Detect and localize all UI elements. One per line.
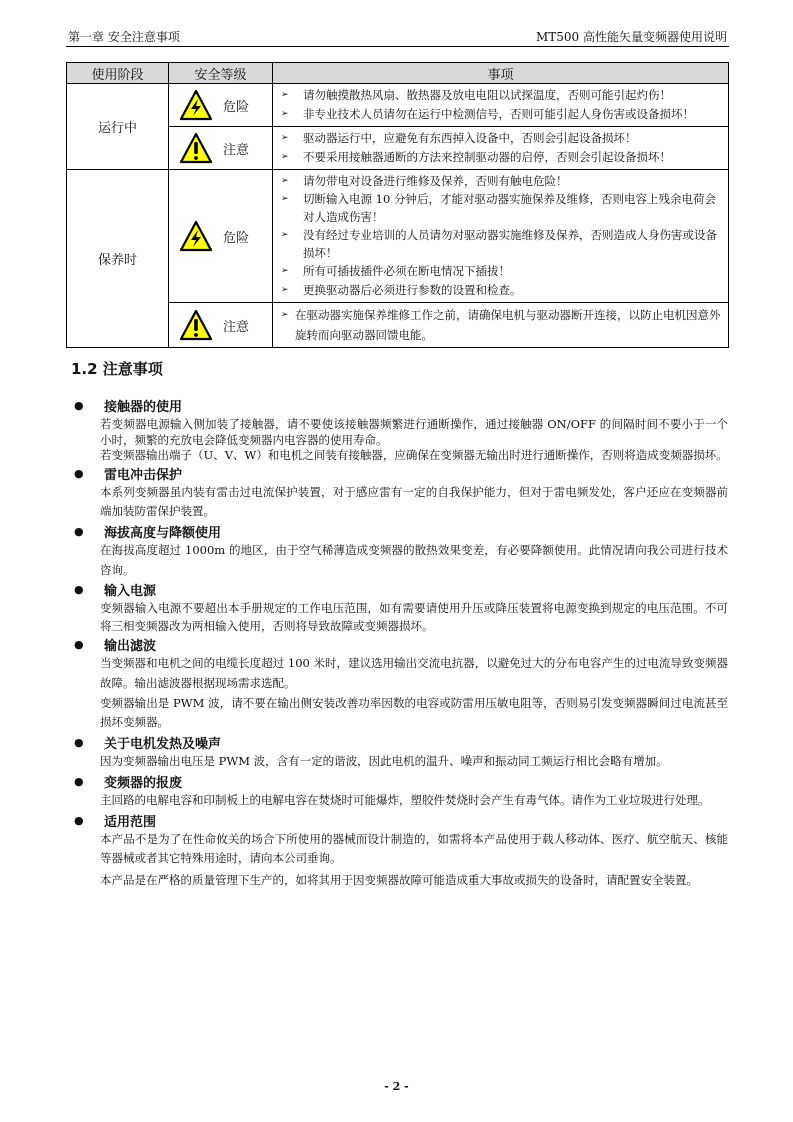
table-row <box>67 170 729 303</box>
note-heading: 输入电源 <box>104 584 157 600</box>
level-cell-caution <box>169 127 273 170</box>
level-cell-danger <box>169 170 273 303</box>
safety-table <box>66 62 729 348</box>
note-paragraph: 变频器输入电源不要超出本手册规定的工作电压范围，如有需要请使用升压或降压装置将电源变换到规定的电压范围。不可将三相变频器改为两相输入使用，否则将导致故障或变频器损坏。 <box>100 601 728 634</box>
note-paragraph: 当变频器和电机之间的电缆长度超过 100 米时，建议选用输出交流电抗器，以避免过大的分布电容产生的过电流导致变频器故障。输出滤波器根据现场需求选配。 <box>100 656 728 691</box>
item-text: 非专业技术人员请勿在运行中检测信号，否则可能引起人身伤害或设备损坏！ <box>303 107 694 121</box>
page-number: - 2 - <box>384 1080 409 1093</box>
note-scope <box>70 811 730 891</box>
item-text: 在驱动器实施保养维修工作之前，请确保电机与驱动器断开连接，以防止电机因意外旋转而向驱动器回馈电能。 <box>295 308 721 342</box>
items-cell <box>273 170 729 303</box>
arrow-bullet-icon: ➢ <box>281 194 289 204</box>
item-text: 所有可插拔插件必须在断电情况下插拔！ <box>303 264 510 278</box>
item-text: 没有经过专业培训的人员请勿对驱动器实施维修及保养，否则造成人身伤害或设备损坏！ <box>303 228 717 260</box>
item-text: 请勿带电对设备进行维修及保养，否则有触电危险！ <box>303 174 568 188</box>
level-label: 注意 <box>223 142 250 158</box>
note-paragraph: 在海拔高度超过 1000m 的地区，由于空气稀薄造成变频器的散热效果变差，有必要降额使用。此情况请向我公司进行技术咨询。 <box>100 542 728 577</box>
bullet-icon: ● <box>74 813 84 827</box>
note-heading: 关于电机发热及噪声 <box>104 737 222 753</box>
note-motor-heat-noise <box>70 733 730 772</box>
level-label: 危险 <box>223 230 250 246</box>
arrow-bullet-icon: ➢ <box>281 176 289 186</box>
arrow-bullet-icon: ➢ <box>281 310 289 320</box>
level-label: 注意 <box>223 319 250 335</box>
item-text: 请勿触摸散热风扇、散热器及放电电阻以试探温度，否则可能引起灼伤！ <box>303 88 671 102</box>
section-title: 1.2 注意事项 <box>71 360 163 378</box>
note-paragraph: 若变频器电源输入侧加装了接触器，请不要使该接触器频繁进行通断操作，通过接触器 ON/OFF 的间隔时间不要小于一个小时，频繁的充放电会降低变频器内电容器的使用寿命。 <box>100 417 728 447</box>
note-heading: 雷电冲击保护 <box>104 467 183 483</box>
note-heading: 变频器的报废 <box>104 775 183 791</box>
item-text: 不要采用接触器通断的方法来控制驱动器的启停，否则会引起设备损坏！ <box>303 150 671 164</box>
arrow-bullet-icon: ➢ <box>281 230 289 240</box>
note-input-power <box>70 580 730 635</box>
item-text: 切断输入电源 10 分钟后，才能对驱动器实施保养及维修，否则电容上残余电荷会对人造成伤害！ <box>303 192 716 224</box>
note-heading: 适用范围 <box>104 814 157 830</box>
note-output-filter <box>70 635 730 733</box>
level-label: 危险 <box>223 99 250 115</box>
high-voltage-warning-icon <box>179 89 213 121</box>
bullet-icon: ● <box>74 466 84 480</box>
level-cell-caution <box>169 303 273 348</box>
high-voltage-warning-icon <box>179 220 213 252</box>
stage-cell: 保养时 <box>67 170 169 348</box>
note-contactor <box>70 396 730 464</box>
note-heading: 接触器的使用 <box>104 400 183 415</box>
note-paragraph: 变频器输出是 PWM 波，请不要在输出侧安装改善功率因数的电容或防雷用压敏电阻等，否则易引发变频器瞬间过电流甚至损坏变频器。 <box>100 695 728 730</box>
note-paragraph: 本系列变频器虽内装有雷击过电流保护装置，对于感应雷有一定的自我保护能力，但对于雷电频发处，客户还应在变频器前端加装防雷保护装置。 <box>100 484 728 519</box>
note-altitude <box>70 522 730 580</box>
bullet-icon: ● <box>74 774 84 788</box>
arrow-bullet-icon: ➢ <box>281 133 289 143</box>
note-paragraph: 本产品不是为了在性命攸关的场合下所使用的器械而设计制造的，如需将本产品使用于载人移动体、医疗、航空航天、核能等器械或者其它特殊用途时，请向本公司垂询。 <box>100 831 728 866</box>
note-paragraph: 本产品是在严格的质量管理下生产的，如将其用于因变频器故障可能造成重大事故或损失的设备时，请配置安全装置。 <box>100 872 698 887</box>
items-cell <box>273 127 729 170</box>
note-disposal <box>70 772 730 811</box>
note-paragraph: 主回路的电解电容和印制板上的电解电容在焚烧时可能爆炸，塑胶件焚烧时会产生有毒气体。请作为工业垃圾进行处理。 <box>100 792 710 807</box>
col-items: 事项 <box>273 63 729 84</box>
item-text: 驱动器运行中，应避免有东西掉入设备中，否则会引起设备损坏！ <box>303 131 637 145</box>
arrow-bullet-icon: ➢ <box>281 266 289 276</box>
caution-warning-icon <box>179 132 213 164</box>
header-rule <box>66 46 729 47</box>
table-row <box>67 84 729 127</box>
caution-warning-icon <box>179 309 213 341</box>
level-cell-danger <box>169 84 273 127</box>
note-paragraph: 因为变频器输出电压是 PWM 波，含有一定的谐波，因此电机的温升、噪声和振动同工频运行相比会略有增加。 <box>100 754 668 769</box>
note-heading: 输出滤波 <box>104 639 157 655</box>
item-text: 更换驱动器后必须进行参数的设置和检查。 <box>303 283 522 297</box>
arrow-bullet-icon: ➢ <box>281 109 289 119</box>
stage-cell: 运行中 <box>67 84 169 170</box>
note-heading: 海拔高度与降额使用 <box>104 525 222 541</box>
running-header-chapter: 第一章 安全注意事项 <box>68 30 180 44</box>
items-cell <box>273 84 729 127</box>
items-cell <box>273 303 729 348</box>
bullet-icon: ● <box>74 638 84 652</box>
arrow-bullet-icon: ➢ <box>281 285 289 295</box>
bullet-icon: ● <box>74 736 84 750</box>
col-level: 安全等级 <box>169 63 273 84</box>
note-lightning <box>70 464 730 522</box>
bullet-icon: ● <box>74 583 84 597</box>
bullet-icon: ● <box>74 399 84 412</box>
table-header-row <box>67 63 729 84</box>
arrow-bullet-icon: ➢ <box>281 152 289 162</box>
notes-body <box>70 396 730 891</box>
bullet-icon: ● <box>74 524 84 538</box>
running-header-title: MT500 高性能矢量变频器使用说明 <box>535 30 727 44</box>
note-paragraph: 若变频器输出端子（U、V、W）和电机之间装有接触器，应确保在变频器无输出时进行通断操作，否则将造成变频器损坏。 <box>100 448 728 462</box>
col-stage: 使用阶段 <box>67 63 169 84</box>
arrow-bullet-icon: ➢ <box>281 90 289 100</box>
